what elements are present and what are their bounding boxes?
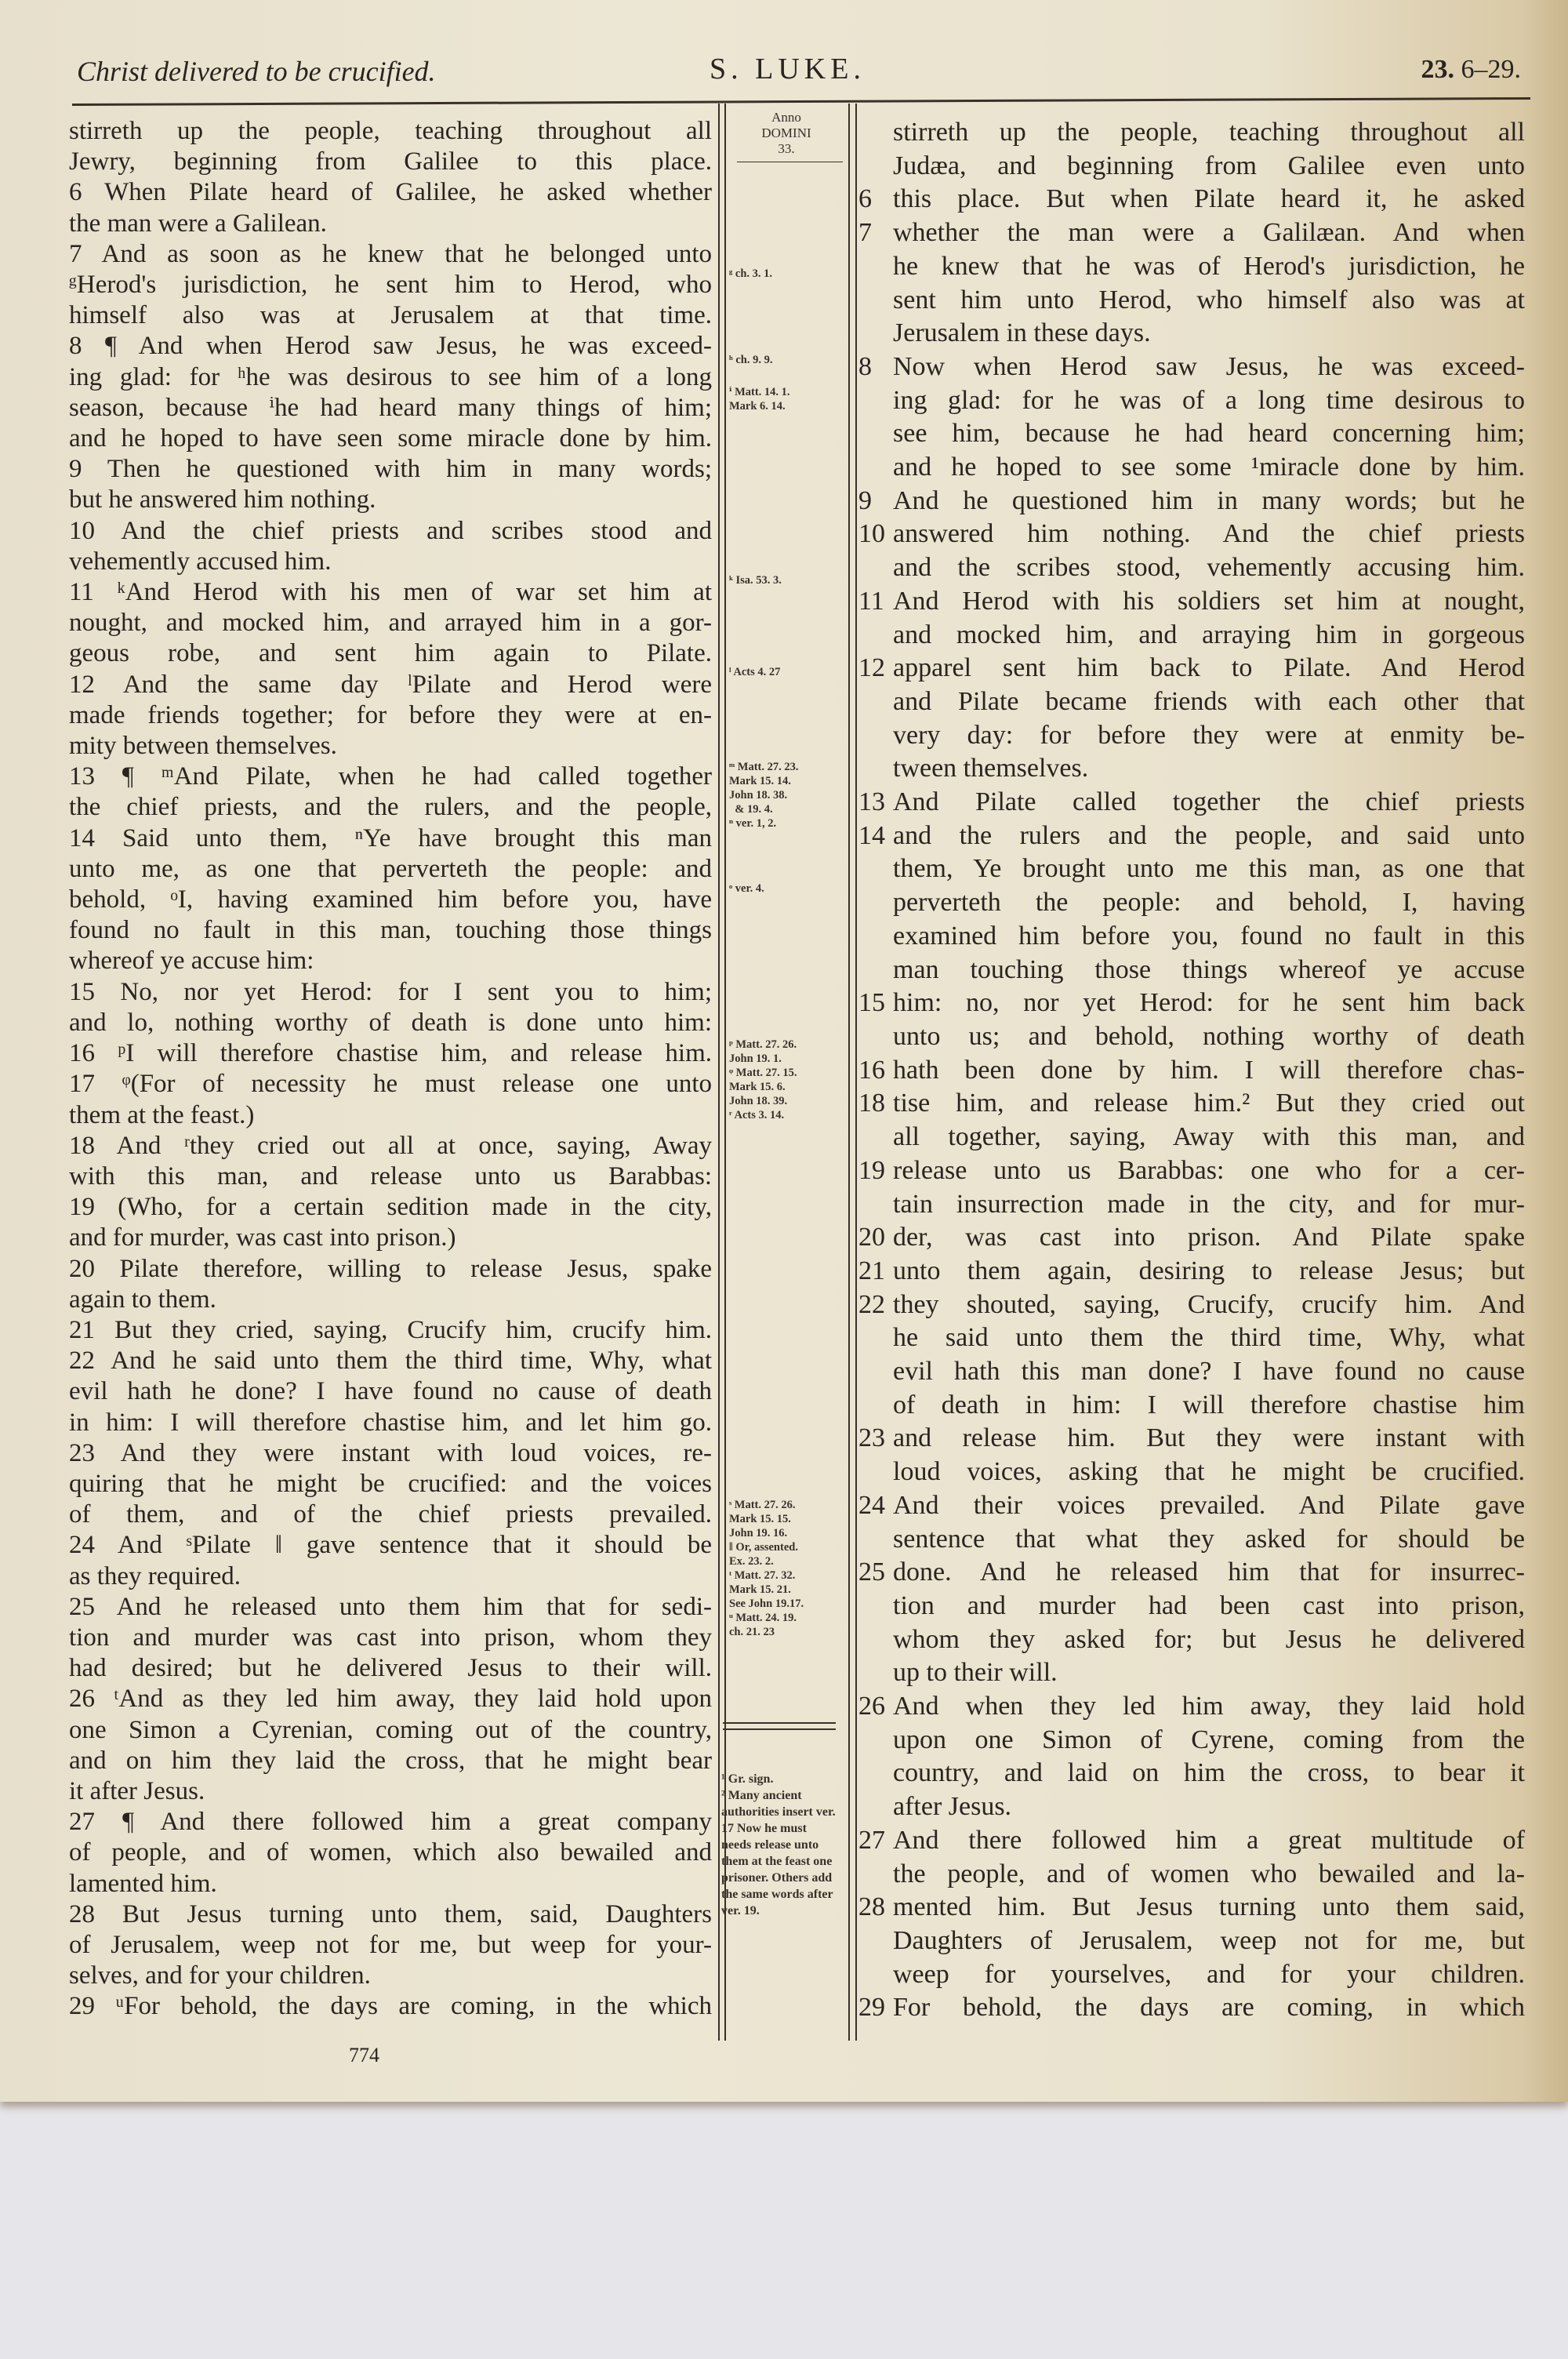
verse-number: 29 bbox=[858, 1993, 885, 2023]
text-line bbox=[858, 652, 1525, 685]
footnote: ² Many ancient authorities insert ver. 17 Now he must needs release unto them at the feast one prisoner. Others add the same words after ver. 19. bbox=[721, 1789, 836, 1917]
verse-number bbox=[858, 1321, 893, 1355]
text-line: 24 And ˢPilate ‖ gave sentence that it should be bbox=[69, 1531, 712, 1560]
text-line bbox=[858, 351, 1525, 384]
text-line: and on him they laid the cross, that he might bear bbox=[69, 1746, 712, 1775]
footnote: ¹ Gr. sign. bbox=[721, 1772, 774, 1786]
text-line: 18 And ʳthey cried out all at once, saying, Away bbox=[69, 1131, 712, 1160]
verse-number: 11 bbox=[858, 586, 884, 616]
verse-number: 14 bbox=[858, 820, 885, 850]
text-line bbox=[858, 1858, 1525, 1892]
text-line: 29 ᵘFor behold, the days are coming, in the which bbox=[69, 1992, 712, 2021]
text-line: in him: I will therefore chastise him, and let him go. bbox=[69, 1408, 712, 1437]
text-line bbox=[858, 485, 1525, 518]
text-line bbox=[858, 1824, 1525, 1858]
text-line bbox=[858, 284, 1525, 318]
verse-number bbox=[858, 752, 893, 786]
text-line: mity between themselves. bbox=[69, 732, 337, 761]
reference-line: ᵘ Matt. 24. 19. bbox=[729, 1612, 797, 1624]
verse-number bbox=[858, 1724, 893, 1757]
verse-number bbox=[858, 384, 893, 418]
text-line: with this man, and release unto us Barabbas: bbox=[69, 1161, 712, 1190]
verse-text: apparel sent him back to Pilate. And Herod bbox=[893, 653, 1525, 683]
text-line: as they required. bbox=[69, 1561, 241, 1590]
text-line bbox=[858, 116, 1525, 150]
anno-label: Anno bbox=[771, 110, 801, 125]
text-line: 23 And they were instant with loud voices, re- bbox=[69, 1438, 712, 1467]
verse-number bbox=[858, 954, 893, 987]
verse-text: weep for yourselves, and for your children. bbox=[893, 1959, 1525, 1989]
text-line: 6 When Pilate heard of Galilee, he asked whether bbox=[69, 178, 712, 207]
text-line: stirreth up the people, teaching throughout all bbox=[69, 117, 712, 145]
verse-number: 6 bbox=[858, 184, 872, 214]
chapter-number: 23. bbox=[1421, 55, 1454, 84]
text-line: ᵍHerod's jurisdiction, he sent him to Herod, who bbox=[69, 271, 712, 300]
text-line: and he hoped to have seen some miracle done by him. bbox=[69, 424, 712, 453]
verse-number bbox=[858, 1958, 893, 1992]
verse-text: unto us; and behold, nothing worthy of death bbox=[893, 1021, 1525, 1051]
reference-line: ᵐ Matt. 27. 23. bbox=[729, 761, 799, 773]
text-line: quiring that he might be crucified: and the voices bbox=[69, 1469, 712, 1498]
text-line: 17 ᵠ(For of necessity he must release one unto bbox=[69, 1070, 712, 1099]
reference-line: John 18. 38. bbox=[729, 789, 788, 801]
verse-text: Jerusalem in these days. bbox=[893, 318, 1151, 348]
verse-text: him: no, nor yet Herod: for he sent him back bbox=[893, 988, 1525, 1018]
text-line bbox=[858, 1724, 1525, 1757]
reference-line: John 18. 39. bbox=[729, 1095, 788, 1107]
header-rule bbox=[72, 97, 1530, 106]
marginal-reference bbox=[729, 881, 844, 896]
verse-number: 18 bbox=[858, 1089, 885, 1118]
verse-text: And there followed him a great multitude of bbox=[893, 1825, 1525, 1855]
verse-text: And their voices prevailed. And Pilate gave bbox=[893, 1490, 1525, 1520]
verse-text: tween themselves. bbox=[893, 754, 1089, 783]
text-line bbox=[858, 1556, 1525, 1590]
verse-text: release unto us Barabbas: one who for a cer- bbox=[893, 1155, 1525, 1185]
verse-number: 9 bbox=[858, 485, 872, 515]
text-line: 15 No, nor yet Herod: for I sent you to him; bbox=[69, 977, 712, 1006]
reference-line: & 19. 4. bbox=[729, 803, 773, 816]
reference-line: Mark 15. 21. bbox=[729, 1583, 791, 1596]
verse-text: mented him. But Jesus turning unto them said, bbox=[893, 1892, 1525, 1922]
text-line bbox=[858, 1991, 1525, 2025]
verse-text: examined him before you, found no fault in this bbox=[893, 921, 1525, 951]
text-line: unto me, as one that perverteth the people: and bbox=[69, 854, 712, 883]
verse-text: ing glad: for he was of a long time desirous to bbox=[893, 385, 1525, 415]
verse-text: loud voices, asking that he might be crucified. bbox=[893, 1457, 1525, 1487]
verse-number bbox=[858, 619, 893, 652]
reference-line: ᵗ Matt. 27. 32. bbox=[729, 1569, 796, 1582]
text-line bbox=[858, 1891, 1525, 1925]
verse-text: Now when Herod saw Jesus, he was exceed- bbox=[893, 351, 1525, 381]
verse-text: And when they led him away, they laid hold bbox=[893, 1692, 1525, 1721]
verse-text: And Herod with his soldiers set him at nought, bbox=[893, 586, 1525, 616]
verse-text: of death in him: I will therefore chastise him bbox=[893, 1390, 1525, 1419]
text-line: 8 ¶ And when Herod saw Jesus, he was exceed- bbox=[69, 332, 712, 361]
verse-number bbox=[858, 886, 893, 920]
marginal-reference bbox=[729, 665, 844, 679]
revised-version-column bbox=[858, 116, 1525, 2025]
text-line bbox=[858, 786, 1525, 820]
text-line: lamented him. bbox=[69, 1869, 217, 1898]
verse-number: 15 bbox=[858, 988, 885, 1018]
text-line bbox=[858, 1188, 1525, 1222]
verse-number bbox=[858, 1656, 893, 1690]
marginal-reference bbox=[729, 267, 844, 281]
text-line: it after Jesus. bbox=[69, 1776, 205, 1805]
text-line bbox=[858, 1289, 1525, 1322]
text-line: 28 But Jesus turning unto them, said, Daughters bbox=[69, 1899, 712, 1928]
verse-text: done. And he released him that for insurrec- bbox=[893, 1558, 1525, 1587]
verse-number: 24 bbox=[858, 1490, 885, 1520]
verse-number: 23 bbox=[858, 1423, 885, 1453]
reference-line: ʰ ch. 9. 9. bbox=[729, 354, 773, 366]
text-line: of Jerusalem, weep not for me, but weep for your- bbox=[69, 1930, 712, 1959]
text-line bbox=[858, 585, 1525, 619]
text-line: whereof ye accuse him: bbox=[69, 947, 314, 976]
column-rule bbox=[718, 104, 720, 2041]
text-line bbox=[858, 183, 1525, 216]
book-title: S. LUKE. bbox=[710, 53, 866, 85]
marginal-reference bbox=[729, 760, 844, 831]
text-line bbox=[858, 1255, 1525, 1289]
text-line: 22 And he said unto them the third time, Why, what bbox=[69, 1347, 712, 1376]
verse-number bbox=[858, 250, 893, 284]
text-line: of them, and of the chief priests prevailed. bbox=[69, 1500, 712, 1529]
text-line bbox=[858, 551, 1525, 585]
text-line bbox=[858, 1389, 1525, 1423]
footnotes bbox=[721, 1771, 839, 1919]
text-line bbox=[858, 1321, 1525, 1355]
verse-text: tion and murder had been cast into prison, bbox=[893, 1590, 1525, 1620]
text-line: season, because ⁱhe had heard many things of him; bbox=[69, 393, 712, 422]
verse-text: all together, saying, Away with this man, and bbox=[893, 1122, 1525, 1152]
verse-number bbox=[858, 1020, 893, 1054]
chapter-verse-range bbox=[1421, 55, 1522, 85]
verse-text: answered him nothing. And the chief priests bbox=[893, 519, 1525, 549]
verse-number: 26 bbox=[858, 1692, 885, 1721]
verse-text: them, Ye brought unto me this man, as one that bbox=[893, 854, 1525, 884]
reference-line: ᵒ ver. 4. bbox=[729, 882, 764, 895]
verse-number: 22 bbox=[858, 1289, 885, 1319]
text-line bbox=[858, 1121, 1525, 1154]
anno-domini bbox=[729, 110, 844, 157]
verse-number: 28 bbox=[858, 1892, 885, 1922]
verse-text: after Jesus. bbox=[893, 1792, 1012, 1822]
verse-number: 10 bbox=[858, 519, 885, 549]
text-line: again to them. bbox=[69, 1285, 216, 1314]
text-line bbox=[858, 1489, 1525, 1523]
text-line: Jewry, beginning from Galilee to this place. bbox=[69, 147, 712, 176]
text-line bbox=[858, 1422, 1525, 1456]
verse-number: 21 bbox=[858, 1256, 885, 1285]
verse-text: see him, because he had heard concerning him; bbox=[893, 419, 1525, 449]
text-line: geous robe, and sent him again to Pilate. bbox=[69, 639, 712, 668]
text-line bbox=[858, 619, 1525, 652]
text-line bbox=[858, 250, 1525, 284]
text-line: 12 And the same day ˡPilate and Herod were bbox=[69, 670, 712, 699]
reference-line: John 19. 1. bbox=[729, 1052, 782, 1065]
verse-text: man touching those things whereof ye accuse bbox=[893, 954, 1525, 984]
text-line: 26 ᵗAnd as they led him away, they laid hold upon bbox=[69, 1685, 712, 1714]
reference-line: ˡ Acts 4. 27 bbox=[729, 666, 781, 678]
verse-text: unto them again, desiring to release Jesus; but bbox=[893, 1256, 1525, 1285]
verse-text: very day: for before they were at enmity be- bbox=[893, 720, 1525, 750]
text-line: and for murder, was cast into prison.) bbox=[69, 1223, 456, 1252]
verse-text: tise him, and release him.² But they cried out bbox=[893, 1089, 1525, 1118]
text-line: 20 Pilate therefore, willing to release Jesus, spake bbox=[69, 1254, 712, 1283]
text-line: 19 (Who, for a certain sedition made in the city, bbox=[69, 1193, 712, 1222]
verse-text: And Pilate called together the chief priests bbox=[893, 787, 1525, 817]
verse-number bbox=[858, 1523, 893, 1557]
verse-number bbox=[858, 116, 893, 150]
text-line bbox=[858, 1054, 1525, 1088]
verse-number bbox=[858, 284, 893, 318]
text-line bbox=[858, 886, 1525, 920]
text-line: 13 ¶ ᵐAnd Pilate, when he had called together bbox=[69, 762, 712, 791]
verse-text: upon one Simon of Cyrene, coming from the bbox=[893, 1725, 1525, 1754]
text-line: 16 ᵖI will therefore chastise him, and release him. bbox=[69, 1039, 712, 1068]
text-line bbox=[858, 920, 1525, 954]
verse-text: the people, and of women who bewailed and la- bbox=[893, 1859, 1525, 1888]
reference-line: ⁱ Matt. 14. 1. bbox=[729, 386, 790, 398]
verse-text: hath been done by him. I will therefore chas- bbox=[893, 1055, 1525, 1085]
verse-number: 27 bbox=[858, 1825, 885, 1855]
reference-line: Mark 6. 14. bbox=[729, 400, 786, 413]
text-line: had desired; but he delivered Jesus to their will. bbox=[69, 1654, 712, 1683]
text-line: made friends together; for before they were at en- bbox=[69, 700, 712, 729]
text-line bbox=[858, 451, 1525, 485]
text-line bbox=[858, 987, 1525, 1020]
verse-number bbox=[858, 451, 893, 485]
text-line: vehemently accused him. bbox=[69, 547, 332, 576]
text-line bbox=[858, 820, 1525, 853]
verse-number bbox=[858, 1456, 893, 1489]
verse-text: For behold, the days are coming, in which bbox=[893, 1993, 1525, 2023]
reference-line: ʳ Acts 3. 14. bbox=[729, 1109, 785, 1121]
verse-text: sentence that what they asked for should be bbox=[893, 1524, 1525, 1554]
verse-number bbox=[858, 1925, 893, 1958]
verse-text: whom they asked for; but Jesus he delivered bbox=[893, 1624, 1525, 1654]
reference-line: ⁿ ver. 1, 2. bbox=[729, 817, 777, 830]
text-line bbox=[858, 1690, 1525, 1724]
verse-number: 13 bbox=[858, 787, 885, 817]
reference-line: ᵖ Matt. 27. 26. bbox=[729, 1038, 797, 1051]
verse-number: 25 bbox=[858, 1558, 885, 1587]
column-rule bbox=[848, 104, 850, 2041]
text-line bbox=[858, 1456, 1525, 1489]
text-line bbox=[858, 150, 1525, 184]
text-line: himself also was at Jerusalem at that time. bbox=[69, 301, 712, 330]
text-line bbox=[858, 1355, 1525, 1389]
text-line bbox=[858, 417, 1525, 451]
anno-year: 33. bbox=[778, 141, 795, 156]
verse-number: 7 bbox=[858, 218, 872, 248]
verse-number: 20 bbox=[858, 1223, 885, 1252]
column-rule bbox=[855, 104, 857, 2041]
verse-text: they shouted, saying, Crucify, crucify him. And bbox=[893, 1289, 1525, 1319]
reference-line: ch. 21. 23 bbox=[729, 1626, 775, 1638]
running-title: Christ delivered to be crucified. bbox=[77, 56, 436, 87]
reference-line: ᵍ ch. 3. 1. bbox=[729, 267, 773, 280]
text-line: 14 Said unto them, ⁿYe have brought this man bbox=[69, 823, 712, 852]
reference-line: ˢ Matt. 27. 26. bbox=[729, 1499, 796, 1511]
verse-text: and the scribes stood, vehemently accusing him. bbox=[893, 553, 1525, 583]
text-line: the chief priests, and the rulers, and the people, bbox=[69, 793, 712, 822]
text-line: 10 And the chief priests and scribes stood and bbox=[69, 516, 712, 545]
text-line bbox=[858, 1087, 1525, 1121]
verse-range: 6–29. bbox=[1461, 55, 1521, 84]
reference-line: ᵠ Matt. 27. 15. bbox=[729, 1067, 797, 1079]
text-line: 9 Then he questioned with him in many words; bbox=[69, 455, 712, 484]
verse-text: And he questioned him in many words; but he bbox=[893, 485, 1525, 515]
verse-number bbox=[858, 551, 893, 585]
verse-number bbox=[858, 1355, 893, 1389]
text-line: one Simon a Cyrenian, coming out of the country, bbox=[69, 1715, 712, 1744]
marginal-reference bbox=[729, 573, 844, 587]
page-number: 774 bbox=[349, 2044, 379, 2066]
marginal-reference bbox=[729, 1038, 844, 1122]
verse-text: he knew that he was of Herod's jurisdiction, he bbox=[893, 251, 1525, 281]
footnote-rule bbox=[723, 1728, 836, 1730]
verse-text: country, and laid on him the cross, to bear it bbox=[893, 1758, 1525, 1788]
verse-number bbox=[858, 150, 893, 184]
marginal-reference bbox=[729, 385, 844, 413]
verse-text: tain insurrection made in the city, and for mur- bbox=[893, 1189, 1525, 1219]
text-line bbox=[858, 518, 1525, 551]
text-line: and lo, nothing worthy of death is done unto him: bbox=[69, 1008, 712, 1037]
verse-text: and he hoped to see some ¹miracle done by him. bbox=[893, 453, 1525, 482]
text-line bbox=[858, 1757, 1525, 1790]
verse-number: 16 bbox=[858, 1055, 885, 1085]
verse-text: and the rulers and the people, and said unto bbox=[893, 820, 1525, 850]
verse-number bbox=[858, 1188, 893, 1222]
text-line: ing glad: for ʰhe was desirous to see him of a long bbox=[69, 362, 712, 391]
verse-text: der, was cast into prison. And Pilate spake bbox=[893, 1223, 1525, 1252]
text-line: selves, and for your children. bbox=[69, 1961, 371, 1990]
authorized-version-column bbox=[69, 116, 712, 2023]
text-line: the man were a Galilean. bbox=[69, 209, 327, 238]
text-line: tion and murder was cast into prison, whom they bbox=[69, 1623, 712, 1652]
verse-number: 19 bbox=[858, 1155, 885, 1185]
text-line: 11 ᵏAnd Herod with his men of war set him at bbox=[69, 578, 712, 607]
verse-text: he said unto them the third time, Why, what bbox=[893, 1323, 1525, 1353]
reference-line: ᵏ Isa. 53. 3. bbox=[729, 574, 782, 587]
text-line bbox=[858, 1020, 1525, 1054]
reference-line: Mark 15. 6. bbox=[729, 1081, 786, 1093]
verse-text: evil hath this man done? I have found no cause bbox=[893, 1357, 1525, 1387]
verse-number bbox=[858, 417, 893, 451]
text-line: 25 And he released unto them him that for sedi- bbox=[69, 1592, 712, 1621]
text-line bbox=[858, 1958, 1525, 1992]
text-line bbox=[858, 317, 1525, 351]
reference-line: ‖ Or, assented. bbox=[729, 1541, 798, 1554]
text-line: of people, and of women, which also bewailed and bbox=[69, 1838, 712, 1867]
text-line bbox=[858, 216, 1525, 250]
verse-text: stirreth up the people, teaching throughout all bbox=[893, 118, 1525, 147]
text-line: evil hath he done? I have found no cause of death bbox=[69, 1377, 712, 1406]
text-line: 7 And as soon as he knew that he belonged unto bbox=[69, 239, 712, 268]
text-line: 21 But they cried, saying, Crucify him, crucify him. bbox=[69, 1315, 712, 1344]
text-line bbox=[858, 852, 1525, 886]
text-line: them at the feast.) bbox=[69, 1100, 255, 1129]
text-line bbox=[858, 1590, 1525, 1623]
verse-number bbox=[858, 1790, 893, 1824]
verse-number bbox=[858, 1590, 893, 1623]
text-line bbox=[858, 384, 1525, 418]
verse-text: and release him. But they were instant with bbox=[893, 1423, 1525, 1453]
verse-text: and Pilate became friends with each other that bbox=[893, 686, 1525, 716]
text-line bbox=[858, 1623, 1525, 1657]
verse-text: up to their will. bbox=[893, 1658, 1058, 1688]
verse-text: sent him unto Herod, who himself also was at bbox=[893, 285, 1525, 314]
verse-text: Judæa, and beginning from Galilee even unto bbox=[893, 151, 1525, 180]
text-line bbox=[858, 1925, 1525, 1958]
text-line bbox=[858, 1221, 1525, 1255]
verse-number bbox=[858, 317, 893, 351]
text-line bbox=[858, 954, 1525, 987]
reference-line: Mark 15. 14. bbox=[729, 775, 791, 787]
verse-text: this place. But when Pilate heard it, he asked bbox=[893, 184, 1525, 214]
verse-number: 8 bbox=[858, 351, 872, 381]
text-line: but he answered him nothing. bbox=[69, 485, 376, 514]
marginal-reference bbox=[729, 353, 844, 367]
verse-number bbox=[858, 719, 893, 753]
verse-number bbox=[858, 1623, 893, 1657]
verse-number bbox=[858, 1757, 893, 1790]
reference-line: Ex. 23. 2. bbox=[729, 1555, 774, 1568]
verse-text: whether the man were a Galilæan. And when bbox=[893, 218, 1525, 248]
verse-number bbox=[858, 852, 893, 886]
reference-line: John 19. 16. bbox=[729, 1527, 788, 1539]
verse-text: Daughters of Jerusalem, weep not for me, but bbox=[893, 1925, 1525, 1955]
text-line: 27 ¶ And there followed him a great company bbox=[69, 1808, 712, 1837]
text-line bbox=[858, 685, 1525, 719]
text-line: behold, ᵒI, having examined him before you, have bbox=[69, 885, 712, 914]
marginal-reference bbox=[729, 1498, 844, 1639]
reference-line: See John 19.17. bbox=[729, 1598, 804, 1610]
reference-line: Mark 15. 15. bbox=[729, 1513, 791, 1525]
verse-number bbox=[858, 920, 893, 954]
verse-number bbox=[858, 1389, 893, 1423]
text-line: nought, and mocked him, and arrayed him in a gor- bbox=[69, 609, 712, 638]
text-line: found no fault in this man, touching those things bbox=[69, 916, 712, 945]
column-rule bbox=[724, 104, 726, 2041]
text-line bbox=[858, 719, 1525, 753]
text-line bbox=[858, 1790, 1525, 1824]
footnote-rule bbox=[723, 1722, 836, 1724]
verse-number bbox=[858, 1858, 893, 1892]
text-line bbox=[858, 1154, 1525, 1188]
verse-number bbox=[858, 685, 893, 719]
verse-text: and mocked him, and arraying him in gorgeous bbox=[893, 620, 1525, 649]
domini-label: DOMINI bbox=[761, 125, 811, 140]
text-line bbox=[858, 1523, 1525, 1557]
text-line bbox=[858, 1656, 1525, 1690]
verse-number bbox=[858, 1121, 893, 1154]
verse-text: perverteth the people: and behold, I, having bbox=[893, 888, 1525, 918]
text-line bbox=[858, 752, 1525, 786]
verse-number: 12 bbox=[858, 653, 885, 683]
